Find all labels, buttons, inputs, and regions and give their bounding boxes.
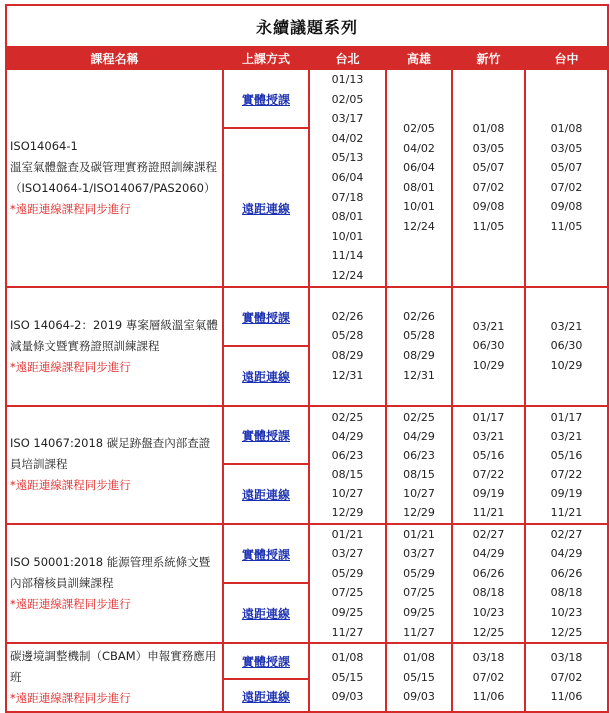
taipei-dates [309, 69, 386, 287]
remote-note: *遠距連線課程同步進行 [10, 201, 131, 216]
mode-cell [223, 346, 309, 406]
course-date: 04/29 [331, 429, 364, 443]
course-row [6, 643, 608, 679]
remote-note: *遠距連線課程同步進行 [10, 359, 131, 374]
table-header-row [6, 47, 608, 69]
kaohsiung-dates [386, 643, 452, 712]
course-date: 09/25 [331, 605, 364, 619]
course-date: 01/17 [472, 410, 505, 424]
remote-link[interactable]: 遠距連線 [241, 607, 290, 622]
kaohsiung-dates [386, 287, 452, 406]
course-date: 06/26 [472, 566, 505, 580]
in-person-link[interactable]: 實體授課 [241, 547, 290, 562]
taipei-dates [309, 643, 386, 712]
course-date: 10/29 [472, 358, 505, 372]
course-date: 03/21 [550, 319, 583, 333]
course-date: 03/27 [331, 547, 364, 561]
course-date: 05/16 [472, 448, 505, 462]
course-row [6, 69, 608, 128]
course-date: 01/21 [403, 527, 435, 541]
course-date: 02/27 [550, 527, 583, 541]
course-date: 12/29 [331, 505, 364, 519]
course-date: 09/19 [472, 486, 505, 500]
header-mode: 上課方式 [223, 47, 309, 69]
course-date: 12/25 [472, 625, 505, 639]
course-date: 04/29 [472, 547, 505, 561]
kaohsiung-dates [386, 406, 452, 524]
course-date: 05/07 [472, 161, 505, 175]
course-date: 03/21 [550, 429, 583, 443]
course-date: 12/24 [331, 268, 364, 282]
course-date: 10/27 [403, 486, 435, 500]
course-date: 12/31 [403, 368, 435, 382]
hsinchu-dates [452, 406, 525, 524]
remote-link[interactable]: 遠距連線 [241, 370, 290, 385]
course-date: 07/02 [550, 180, 583, 194]
course-date: 05/07 [550, 161, 583, 175]
course-date: 08/29 [331, 349, 364, 363]
course-date: 02/25 [403, 410, 435, 424]
course-date: 07/02 [550, 670, 583, 684]
course-date: 05/15 [331, 670, 364, 684]
course-date: 10/29 [550, 358, 583, 372]
course-date: 03/21 [472, 319, 505, 333]
course-date: 08/18 [550, 586, 583, 600]
course-date: 01/21 [331, 527, 364, 541]
mode-cell [223, 287, 309, 346]
mode-cell [223, 406, 309, 464]
course-date: 03/18 [472, 651, 505, 665]
taichung-dates [525, 643, 608, 712]
course-date: 03/27 [403, 547, 435, 561]
course-date: 02/25 [331, 410, 364, 424]
course-name: 碳邊境調整機制（CBAM）申報實務應用班 [10, 649, 217, 685]
course-date: 08/18 [472, 586, 505, 600]
course-date: 03/17 [331, 112, 364, 126]
course-date: 04/29 [403, 429, 435, 443]
course-date: 12/24 [403, 219, 435, 233]
course-date: 02/26 [331, 309, 364, 323]
course-date: 08/29 [403, 349, 435, 363]
header-hsinchu: 新竹 [452, 47, 525, 69]
in-person-link[interactable]: 實體授課 [241, 429, 290, 444]
course-date: 08/15 [331, 467, 364, 481]
course-date: 10/01 [403, 200, 435, 214]
course-date: 11/27 [331, 625, 364, 639]
course-date: 07/25 [403, 586, 435, 600]
taipei-dates [309, 406, 386, 524]
hsinchu-dates [452, 287, 525, 406]
course-name-cell [6, 69, 223, 287]
course-date: 01/17 [550, 410, 583, 424]
course-date: 06/30 [550, 339, 583, 353]
course-name: ISO 14064-2：2019 專案層級溫室氣體減量條文暨實務證照訓練課程 [10, 317, 218, 353]
course-date: 07/25 [331, 586, 364, 600]
mode-cell [223, 464, 309, 524]
course-date: 10/23 [550, 605, 583, 619]
mode-cell [223, 69, 309, 128]
course-date: 02/05 [331, 92, 364, 106]
course-name: ISO14064-1 [10, 138, 78, 153]
course-date: 03/21 [472, 429, 505, 443]
course-date: 08/01 [331, 210, 364, 224]
taipei-dates [309, 287, 386, 406]
course-name-cell [6, 524, 223, 644]
course-date: 09/19 [550, 486, 583, 500]
schedule-container [5, 4, 607, 713]
header-taichung: 台中 [525, 47, 608, 69]
header-course-name: 課程名稱 [6, 47, 223, 69]
course-date: 05/29 [403, 566, 435, 580]
course-date: 11/21 [550, 505, 583, 519]
course-date: 09/03 [331, 690, 364, 704]
course-date: 01/08 [331, 651, 364, 665]
course-date: 10/27 [331, 486, 364, 500]
course-date: 11/06 [472, 690, 505, 704]
header-taipei: 台北 [309, 47, 386, 69]
course-date: 02/26 [403, 309, 435, 323]
course-date: 01/08 [550, 121, 583, 135]
course-name: ISO 14067:2018 碳足跡盤查內部查證員培訓課程 [10, 436, 211, 472]
course-date: 07/22 [550, 467, 583, 481]
hsinchu-dates [452, 524, 525, 644]
course-date: 11/05 [472, 219, 505, 233]
course-date: 10/01 [331, 229, 364, 243]
course-date: 03/05 [550, 141, 583, 155]
course-date: 07/02 [472, 180, 505, 194]
hsinchu-dates [452, 69, 525, 287]
mode-cell [223, 643, 309, 679]
course-row [6, 287, 608, 346]
remote-link[interactable]: 遠距連線 [241, 689, 290, 704]
course-date: 12/29 [403, 505, 435, 519]
course-date: 09/08 [550, 200, 583, 214]
header-kaohsiung: 高雄 [386, 47, 452, 69]
taichung-dates [525, 406, 608, 524]
schedule-table [5, 4, 609, 713]
remote-note: *遠距連線課程同步進行 [10, 596, 131, 611]
course-name-cell [6, 643, 223, 712]
course-date: 08/01 [403, 180, 435, 194]
course-date: 03/18 [550, 651, 583, 665]
course-date: 08/15 [403, 467, 435, 481]
remote-note: *遠距連線課程同步進行 [10, 478, 131, 493]
remote-link[interactable]: 遠距連線 [241, 201, 290, 216]
in-person-link[interactable]: 實體授課 [241, 310, 290, 325]
page-title: 永續議題系列 [6, 5, 608, 47]
course-date: 04/29 [550, 547, 583, 561]
course-date: 11/21 [472, 505, 505, 519]
course-date: 11/14 [331, 249, 364, 263]
course-date: 06/26 [550, 566, 583, 580]
course-date: 06/04 [403, 161, 435, 175]
course-date: 04/02 [403, 141, 435, 155]
course-date: 05/29 [331, 566, 364, 580]
taichung-dates [525, 524, 608, 644]
mode-cell [223, 524, 309, 583]
course-date: 06/30 [472, 339, 505, 353]
course-date: 05/16 [550, 448, 583, 462]
course-date: 11/06 [550, 690, 583, 704]
taichung-dates [525, 69, 608, 287]
course-date: 05/15 [403, 670, 435, 684]
mode-cell [223, 679, 309, 712]
kaohsiung-dates [386, 524, 452, 644]
course-date: 09/08 [472, 200, 505, 214]
course-name: ISO 50001:2018 能源管理系統條文暨內部稽核員訓練課程 [10, 554, 211, 590]
course-date: 12/25 [550, 625, 583, 639]
course-date: 09/25 [403, 605, 435, 619]
course-name: 溫室氣體盤查及碳管理實務證照訓練課程（ISO14064-1/ISO14067/PAS2060） [10, 159, 217, 195]
course-date: 09/03 [403, 690, 435, 704]
course-name-cell [6, 287, 223, 406]
course-date: 10/23 [472, 605, 505, 619]
in-person-link[interactable]: 實體授課 [241, 655, 290, 670]
course-date: 07/18 [331, 190, 364, 204]
course-date: 06/23 [403, 448, 435, 462]
course-date: 01/13 [331, 73, 364, 86]
course-date: 05/28 [403, 329, 435, 343]
course-row [6, 524, 608, 583]
taipei-dates [309, 524, 386, 644]
kaohsiung-dates [386, 69, 452, 287]
course-date: 01/08 [403, 651, 435, 665]
hsinchu-dates [452, 643, 525, 712]
mode-cell [223, 128, 309, 287]
course-date: 02/05 [403, 121, 435, 135]
remote-link[interactable]: 遠距連線 [241, 488, 290, 503]
mode-cell [223, 583, 309, 643]
course-date: 06/04 [331, 170, 364, 184]
course-date: 07/02 [472, 670, 505, 684]
course-date: 01/08 [472, 121, 505, 135]
course-name-cell [6, 406, 223, 524]
course-date: 12/31 [331, 368, 364, 382]
in-person-link[interactable]: 實體授課 [241, 92, 290, 107]
course-date: 06/23 [331, 448, 364, 462]
course-date: 11/27 [403, 625, 435, 639]
taichung-dates [525, 287, 608, 406]
course-date: 02/27 [472, 527, 505, 541]
course-row [6, 406, 608, 464]
remote-note: *遠距連線課程同步進行 [10, 691, 131, 706]
course-date: 03/05 [472, 141, 505, 155]
course-date: 05/13 [331, 151, 364, 165]
course-date: 05/28 [331, 329, 364, 343]
course-date: 04/02 [331, 131, 364, 145]
course-date: 07/22 [472, 467, 505, 481]
course-date: 11/05 [550, 219, 583, 233]
